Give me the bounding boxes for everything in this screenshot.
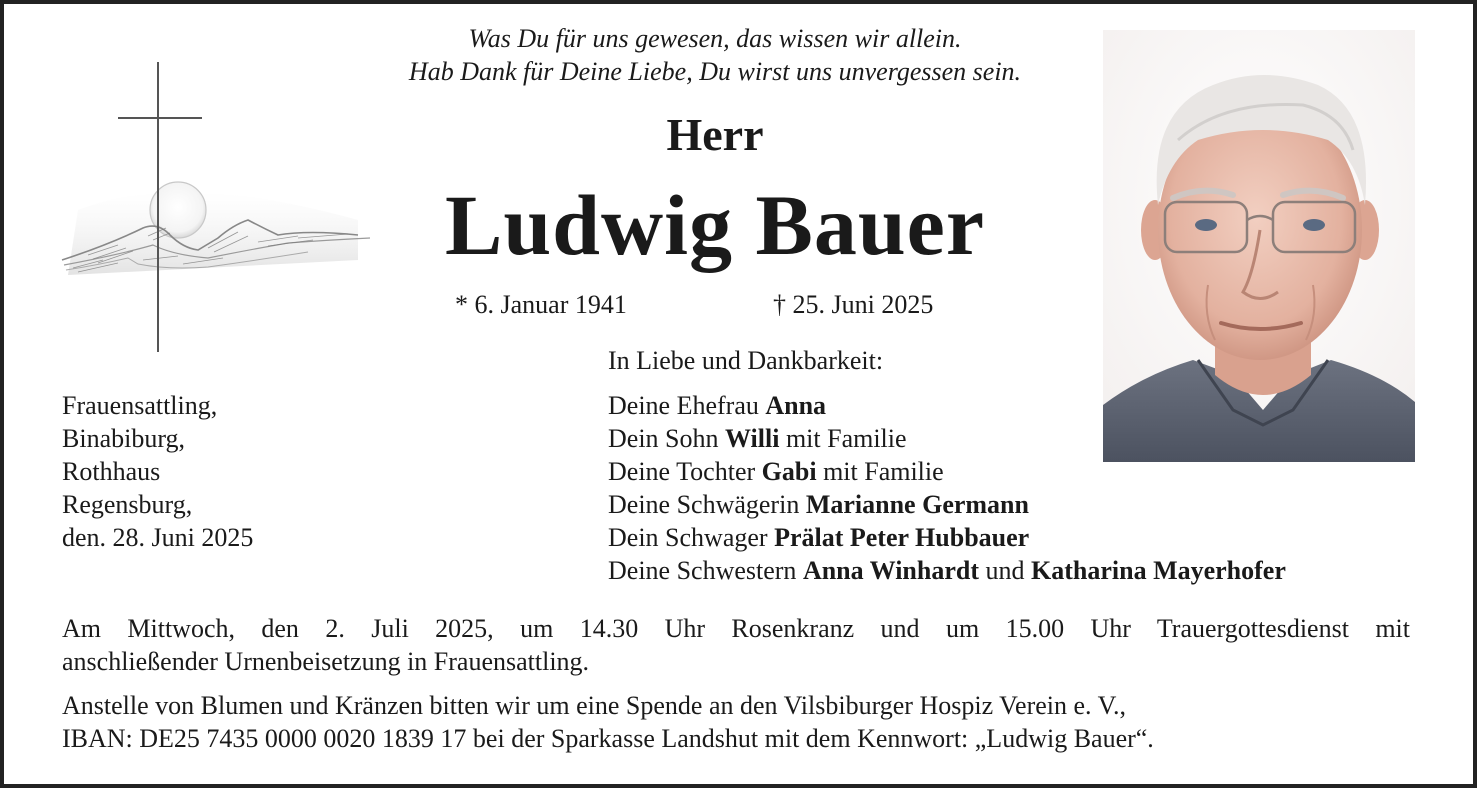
mourner-line: Dein Sohn Willi mit Familie xyxy=(608,424,907,453)
mourner-name: Anna xyxy=(765,391,827,420)
service-line-1: Am Mittwoch, den 2. Juli 2025, um 14.30 Uhr Rosenkranz und um 15.00 Uhr Trauergottesdienst mit xyxy=(62,614,1410,643)
donation-line-2: IBAN: DE25 7435 0000 0020 1839 17 bei der Sparkasse Landshut mit dem Kennwort: „Ludwig Bauer“. xyxy=(62,724,1154,753)
place-line: Rothhaus xyxy=(62,457,161,486)
mourner-name: Prälat Peter Hubbauer xyxy=(774,523,1030,552)
motto-line-2: Hab Dank für Deine Liebe, Du wirst uns unvergessen sein. xyxy=(408,57,1022,86)
mourner-line: Deine Tochter Gabi mit Familie xyxy=(608,457,944,486)
mourner-name: Anna Winhardt xyxy=(802,556,979,585)
mourner-name: Gabi xyxy=(761,457,817,486)
mourner-name: Katharina Mayerhofer xyxy=(1031,556,1286,585)
death-date: † 25. Juni 2025 xyxy=(773,290,934,319)
service-announcement xyxy=(62,612,1410,678)
donation-line-1: Anstelle von Blumen und Kränzen bitten wir um eine Spende an den Vilsbiburger Hospiz Verein e. V., xyxy=(62,691,1127,720)
service-line-2: anschließender Urnenbeisetzung in Frauensattling. xyxy=(62,647,590,676)
place-line: Regensburg, xyxy=(62,490,193,519)
mourner-name: Willi xyxy=(725,424,780,453)
deceased-name: Ludwig Bauer xyxy=(444,177,986,273)
places-block xyxy=(62,389,253,554)
salutation: Herr xyxy=(666,109,764,160)
mourners-intro: In Liebe und Dankbarkeit: xyxy=(608,346,884,375)
donation-notice xyxy=(62,689,1154,755)
portrait-photo xyxy=(1103,30,1415,462)
mourner-name: Marianne Germann xyxy=(805,490,1029,519)
birth-date: * 6. Januar 1941 xyxy=(455,290,627,319)
place-line: Binabiburg, xyxy=(62,424,186,453)
mourner-line: Dein Schwager Prälat Peter Hubbauer xyxy=(608,523,1030,552)
motto-line-1: Was Du für uns gewesen, das wissen wir allein. xyxy=(468,24,962,53)
mourner-line: Deine Schwägerin Marianne Germann xyxy=(608,490,1029,519)
mourner-line: Deine Ehefrau Anna xyxy=(608,391,827,420)
date-line: den. 28. Juni 2025 xyxy=(62,523,254,552)
place-line: Frauensattling, xyxy=(62,391,218,420)
mourner-line: Deine Schwestern Anna Winhardt und Katharina Mayerhofer xyxy=(608,556,1286,585)
